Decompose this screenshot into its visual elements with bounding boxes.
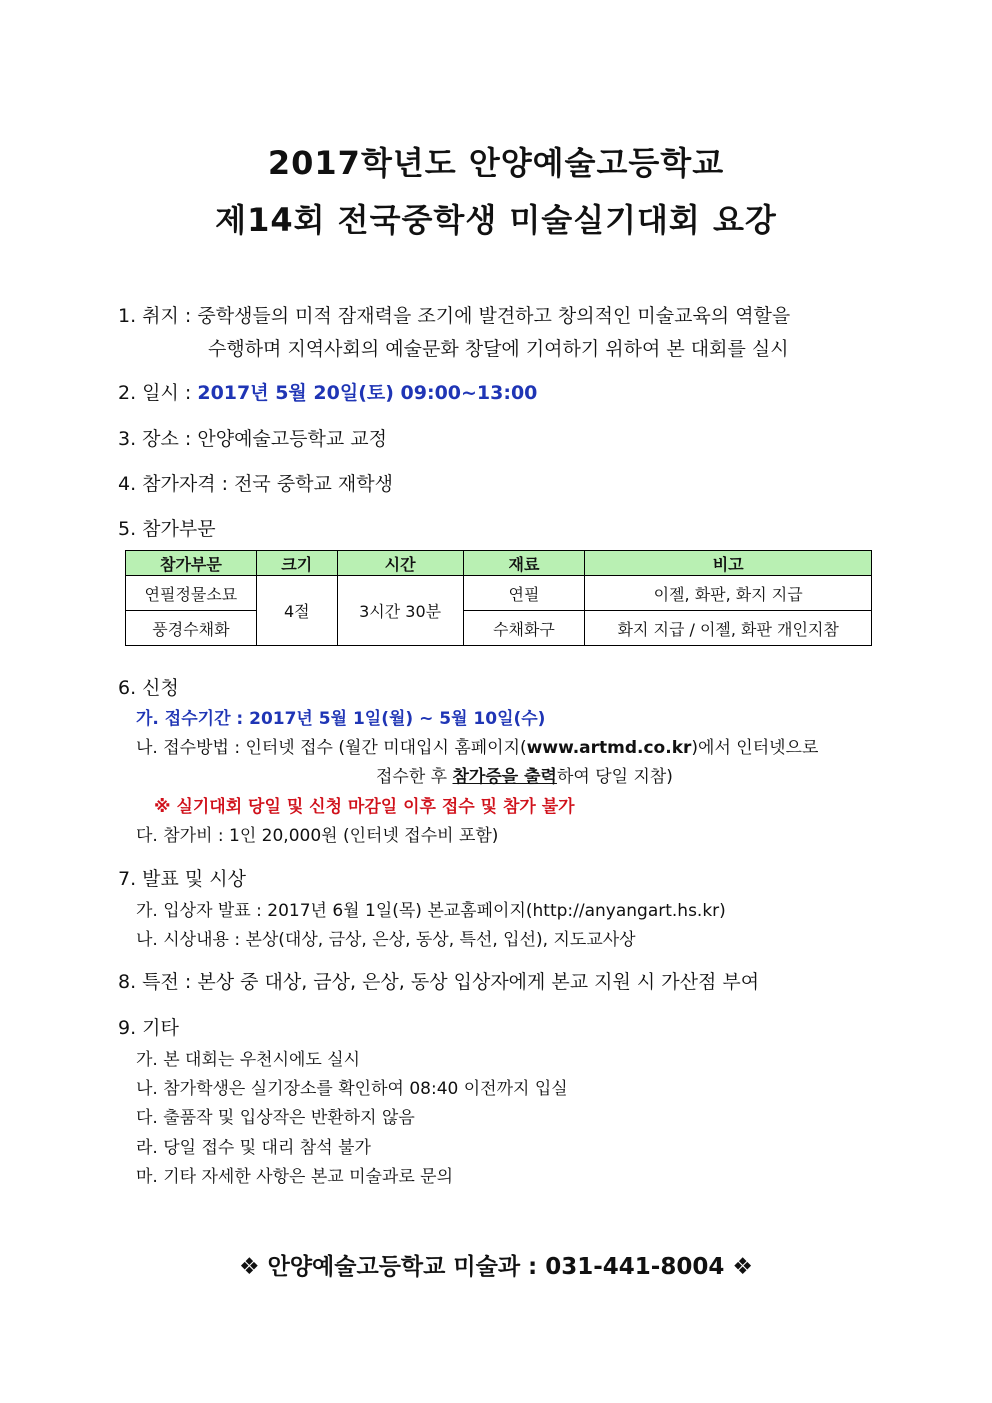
document-title-line1: 2017학년도 안양예술고등학교 (267, 144, 725, 182)
benefit-label: 8. 특전 : (118, 971, 198, 993)
application-print-ticket: 참가증을 출력 (452, 767, 557, 787)
date-line (118, 378, 537, 405)
section-name-cell: 풍경수채화 (126, 611, 257, 646)
section-name-cell: 연필정물소묘 (126, 576, 257, 611)
application-warning: ※ 실기대회 당일 및 신청 마감일 이후 접수 및 참가 불가 (154, 797, 575, 817)
purpose-text1: 중학생들의 미적 잠재력을 조기에 발견하고 창의적인 미술교육의 역할을 (197, 305, 791, 327)
material-cell: 연필 (463, 576, 585, 611)
date-value: 2017년 5월 20일(토) 09:00~13:00 (197, 382, 538, 404)
etc-item: 다. 출품작 및 입상작은 반환하지 않음 (136, 1108, 415, 1128)
material-cell: 수채화구 (463, 611, 585, 646)
application-method-text-end: )에서 인터넷으로 (691, 738, 819, 758)
size-cell: 4절 (256, 576, 337, 646)
application-method-text: 나. 접수방법 : 인터넷 접수 (월간 미대입시 홈페이지( (136, 738, 527, 758)
note-cell: 화지 지급 / 이젤, 화판 개인지참 (585, 611, 872, 646)
etc-item: 마. 기타 자세한 사항은 본교 미술과로 문의 (136, 1167, 454, 1187)
application-url: www.artmd.co.kr (526, 738, 692, 758)
time-cell: 3시간 30분 (337, 576, 463, 646)
etc-item: 라. 당일 접수 및 대리 참석 불가 (136, 1138, 371, 1158)
eligibility-value: 전국 중학교 재학생 (234, 473, 393, 495)
sections-table (125, 550, 872, 646)
document-title-line2: 제14회 전국중학생 미술실기대회 요강 (215, 201, 777, 239)
eligibility-label: 4. 참가자격 : (118, 473, 235, 495)
etc-item: 가. 본 대회는 우천시에도 실시 (136, 1050, 361, 1070)
etc-item: 나. 참가학생은 실기장소를 확인하여 08:40 이전까지 입실 (136, 1079, 568, 1099)
awards-content: 나. 시상내용 : 본상(대상, 금상, 은상, 동상, 특선, 입선), 지도교사상 (136, 930, 636, 950)
table-header-row (126, 551, 872, 576)
application-label: 6. 신청 (118, 677, 179, 699)
awards-announce: 가. 입상자 발표 : 2017년 6월 1일(목) 본교홈페이지(http://anyangart.hs.kr) (136, 901, 726, 921)
sections-label: 5. 참가부문 (118, 518, 216, 540)
contact-footer: ❖ 안양예술고등학교 미술과 : 031-441-8004 ❖ (239, 1254, 753, 1280)
application-method2-text: 접수한 후 (376, 767, 453, 787)
table-row (126, 576, 872, 611)
place-label: 3. 장소 : (118, 428, 198, 450)
header-cell: 재료 (463, 551, 585, 576)
header-cell: 시간 (337, 551, 463, 576)
application-method-line1 (136, 733, 818, 758)
purpose-line1 (118, 301, 790, 328)
table-row (126, 611, 872, 646)
header-cell: 비고 (585, 551, 872, 576)
benefit-line (118, 967, 759, 994)
purpose-text2: 수행하며 지역사회의 예술문화 창달에 기여하기 위하여 본 대회를 실시 (208, 338, 789, 360)
awards-label: 7. 발표 및 시상 (118, 868, 247, 890)
application-method2-text-end: 하여 당일 지참) (556, 767, 673, 787)
benefit-value: 본상 중 대상, 금상, 은상, 동상 입상자에게 본교 지원 시 가산점 부여 (197, 971, 760, 993)
purpose-label: 1. 취지 : (118, 305, 198, 327)
place-line (118, 424, 387, 451)
etc-label: 9. 기타 (118, 1017, 179, 1039)
application-method-line2 (376, 762, 673, 787)
eligibility-line (118, 469, 393, 496)
application-period: 가. 접수기간 : 2017년 5월 1일(월) ~ 5월 10일(수) (136, 709, 546, 729)
header-cell: 참가부문 (126, 551, 257, 576)
place-value: 안양예술고등학교 교정 (197, 428, 387, 450)
date-label: 2. 일시 : (118, 382, 198, 404)
header-cell: 크기 (256, 551, 337, 576)
application-fee: 다. 참가비 : 1인 20,000원 (인터넷 접수비 포함) (136, 826, 499, 846)
note-cell: 이젤, 화판, 화지 지급 (585, 576, 872, 611)
